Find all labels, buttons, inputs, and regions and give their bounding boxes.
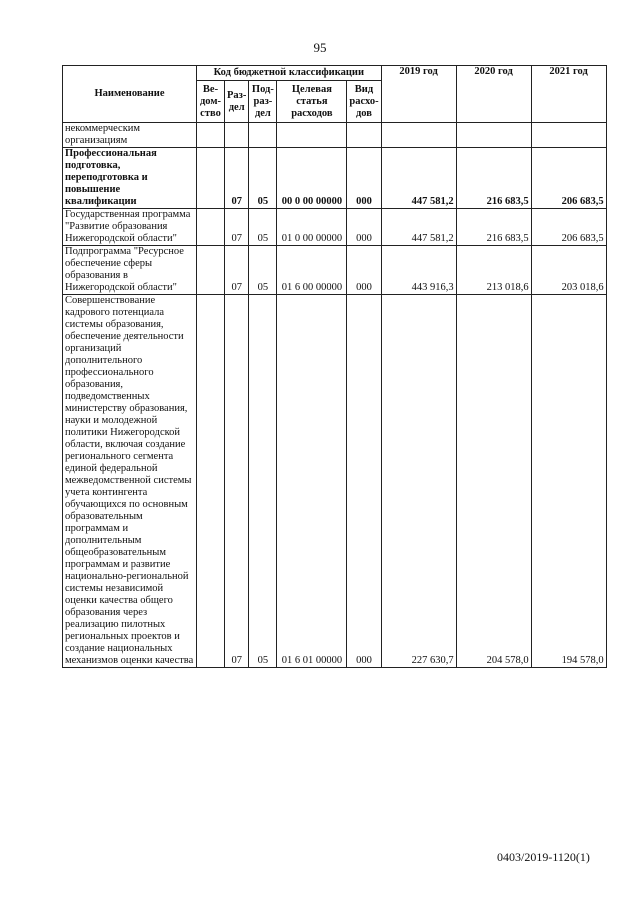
header-code-group: Код бюджетной классификации <box>197 66 382 81</box>
row-2020 <box>456 123 531 148</box>
row-ved <box>197 246 225 295</box>
row-name: некоммерческим организациям <box>63 123 197 148</box>
row-name: Подпрограмма "Ресурсное обеспечение сферы образования в Нижегородской области" <box>63 246 197 295</box>
row-2021: 194 578,0 <box>531 295 606 668</box>
row-podrazdel <box>249 123 277 148</box>
row-podrazdel: 05 <box>249 148 277 209</box>
row-target: 01 6 01 00000 <box>277 295 347 668</box>
row-razdel: 07 <box>225 295 249 668</box>
row-2019: 447 581,2 <box>381 148 456 209</box>
row-podrazdel: 05 <box>249 246 277 295</box>
table-row <box>63 148 607 209</box>
row-2021 <box>531 123 606 148</box>
row-target: 01 0 00 00000 <box>277 209 347 246</box>
row-2020: 216 683,5 <box>456 209 531 246</box>
row-target: 00 0 00 00000 <box>277 148 347 209</box>
table-row <box>63 246 607 295</box>
row-2019: 443 916,3 <box>381 246 456 295</box>
row-2021: 206 683,5 <box>531 148 606 209</box>
row-ved <box>197 209 225 246</box>
header-year-2020: 2020 год <box>456 66 531 123</box>
row-name: Совершенствование кадрового потенциала системы образования, обеспечение деятельности организаций дополнительного профессионального образования, подведомственных министерству образования, науки и молодежной политики Нижегородской области, включая создание регионального сегмента единой федеральной межведомственной системы учета контингента обучающихся по основным образовательным программам и дополнительным общеобразовательным программам и развитие национально-региональной системы независимой оценки качества общего образования через реализацию пилотных региональных проектов и создание национальных механизмов оценки качества <box>63 295 197 668</box>
table-row <box>63 295 607 668</box>
row-2019 <box>381 123 456 148</box>
table-row <box>63 209 607 246</box>
row-razdel: 07 <box>225 246 249 295</box>
row-name: Профессиональная подготовка, переподготовка и повышение квалификации <box>63 148 197 209</box>
header-year-2021: 2021 год <box>531 66 606 123</box>
row-razdel: 07 <box>225 209 249 246</box>
row-ved <box>197 295 225 668</box>
header-vid: Вид расхо-дов <box>347 81 381 123</box>
row-2020: 204 578,0 <box>456 295 531 668</box>
row-target <box>277 123 347 148</box>
header-podrazdel: Под-раз-дел <box>249 81 277 123</box>
row-name: Государственная программа "Развитие образования Нижегородской области" <box>63 209 197 246</box>
budget-table <box>62 65 607 668</box>
row-ved <box>197 148 225 209</box>
document-code: 0403/2019-1120(1) <box>497 850 590 864</box>
row-vid: 000 <box>347 148 381 209</box>
header-ved: Ве-дом-ство <box>197 81 225 123</box>
row-podrazdel: 05 <box>249 295 277 668</box>
row-target: 01 6 00 00000 <box>277 246 347 295</box>
row-razdel <box>225 123 249 148</box>
header-name: Наименование <box>63 66 197 123</box>
row-vid: 000 <box>347 209 381 246</box>
row-vid: 000 <box>347 295 381 668</box>
row-vid <box>347 123 381 148</box>
page-number: 95 <box>313 40 327 55</box>
row-2021: 206 683,5 <box>531 209 606 246</box>
header-year-2019: 2019 год <box>381 66 456 123</box>
row-2019: 227 630,7 <box>381 295 456 668</box>
row-2020: 213 018,6 <box>456 246 531 295</box>
row-vid: 000 <box>347 246 381 295</box>
table-row <box>63 123 607 148</box>
row-2021: 203 018,6 <box>531 246 606 295</box>
header-target: Целевая статья расходов <box>277 81 347 123</box>
row-2019: 447 581,2 <box>381 209 456 246</box>
header-razdel: Раз-дел <box>225 81 249 123</box>
row-podrazdel: 05 <box>249 209 277 246</box>
row-ved <box>197 123 225 148</box>
row-2020: 216 683,5 <box>456 148 531 209</box>
row-razdel: 07 <box>225 148 249 209</box>
